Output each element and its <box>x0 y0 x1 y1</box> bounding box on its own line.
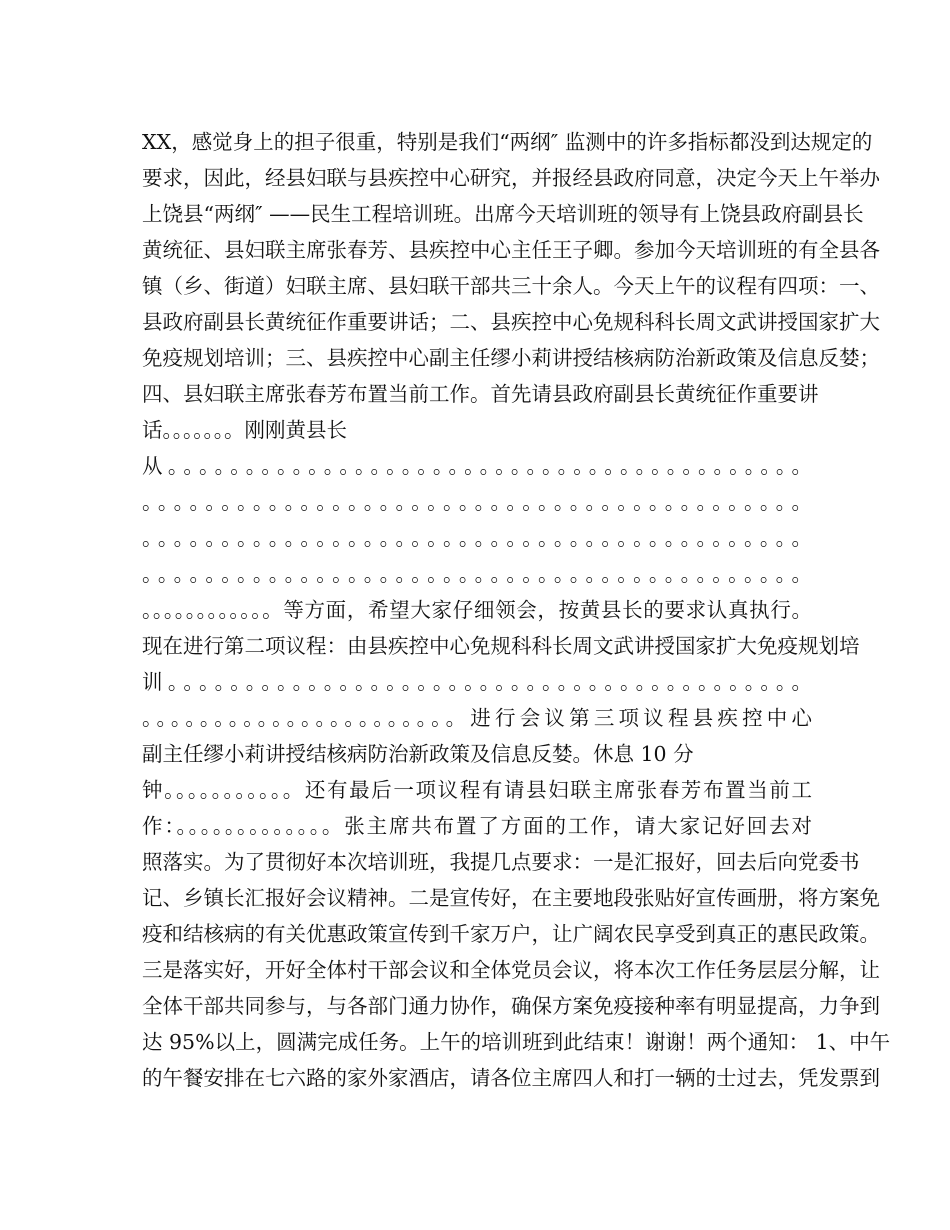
text-line: 从。。。。。。。。。。。。。。。。。。。。。。。。。。。。。。。。。。。。。。。。。 <box>142 454 812 478</box>
text-line: 的午餐安排在七六路的家外家酒店，请各位主席四人和打一辆的士过去，凭发票到 <box>142 1066 880 1090</box>
text-line: 疫和结核病的有关优惠政策宣传到千家万户，让广阔农民享受到真正的惠民政策。 <box>142 922 880 946</box>
text-line: 三是落实好，开好全体村干部会议和全体党员会议，将本次工作任务层层分解，让 <box>142 958 880 982</box>
text-line: XX，感觉身上的担子很重，特别是我们“两纲″ 监测中的许多指标都没到达规定的 <box>142 130 873 154</box>
text-line: 全体干部共同参与，与各部门通力协作，确保方案免疫接种率有明显提高，力争到 <box>142 994 880 1018</box>
text-line: 。。。。。。。。。。。。。。。。。。。。。。。。。。。。。。。。。。。。。。。。。。 <box>142 562 812 586</box>
text-line: 。。。。。。。。。。。。。。。。。。。。。。。。。。。。。。。。。。。。。。。。。。 <box>142 490 812 514</box>
text-line: 要求，因此，经县妇联与县疾控中心研究，并报经县政府同意，决定今天上午举办 <box>142 166 880 190</box>
text-line: 免疫规划培训；三、县疾控中心副主任缪小莉讲授结核病防治新政策及信息反婪； <box>142 346 880 370</box>
text-line: 话。。。。。。。刚刚黄县长 <box>142 418 347 442</box>
text-line: 记、乡镇长汇报好会议精神。二是宣传好，在主要地段张贴好宣传画册，将方案免 <box>142 886 880 910</box>
text-line: 达 95%以上，圆满完成任务。上午的培训班到此结束！谢谢！两个通知： 1、中午 <box>142 1030 891 1054</box>
text-line: 作：。。。。。。。。。。。。。张主席共布置了方面的工作，请大家记好回去对 <box>142 814 812 838</box>
text-line: 。。。。。。。。。。。。。。。。。。。。。。进行会议第三项议程县疾控中心 <box>142 706 812 730</box>
text-line: 。。。。。。。。。。。。。。。。。。。。。。。。。。。。。。。。。。。。。。。。。。 <box>142 526 812 550</box>
text-line: 训。。。。。。。。。。。。。。。。。。。。。。。。。。。。。。。。。。。。。。。。。 <box>142 670 812 694</box>
text-line: 副主任缪小莉讲授结核病防治新政策及信息反婪。休息 10 分 <box>142 742 694 766</box>
text-line: 。。。。。。。。。。。。等方面，希望大家仔细领会，按黄县长的要求认真执行。 <box>142 598 812 622</box>
text-line: 钟。。。。。。。。。。。还有最后一项议程有请县妇联主席张春芳布置当前工 <box>142 778 812 802</box>
text-line: 照落实。为了贯彻好本次培训班，我提几点要求：一是汇报好，回去后向党委书 <box>142 850 860 874</box>
text-line: 镇（乡、街道）妇联主席、县妇联干部共三十余人。今天上午的议程有四项：一、 <box>142 274 880 298</box>
text-line: 黄统征、县妇联主席张春芳、县疾控中心主任王子卿。参加今天培训班的有全县各 <box>142 238 880 262</box>
text-line: 现在进行第二项议程：由县疾控中心免规科科长周文武讲授国家扩大免疫规划培 <box>142 634 860 658</box>
text-line: 四、县妇联主席张春芳布置当前工作。首先请县政府副县长黄统征作重要讲 <box>142 382 819 406</box>
text-line: 县政府副县长黄统征作重要讲话；二、县疾控中心免规科科长周文武讲授国家扩大 <box>142 310 880 334</box>
text-line: 上饶县“两纲″ ——民生工程培训班。出席今天培训班的领导有上饶县政府副县长 <box>142 202 864 226</box>
